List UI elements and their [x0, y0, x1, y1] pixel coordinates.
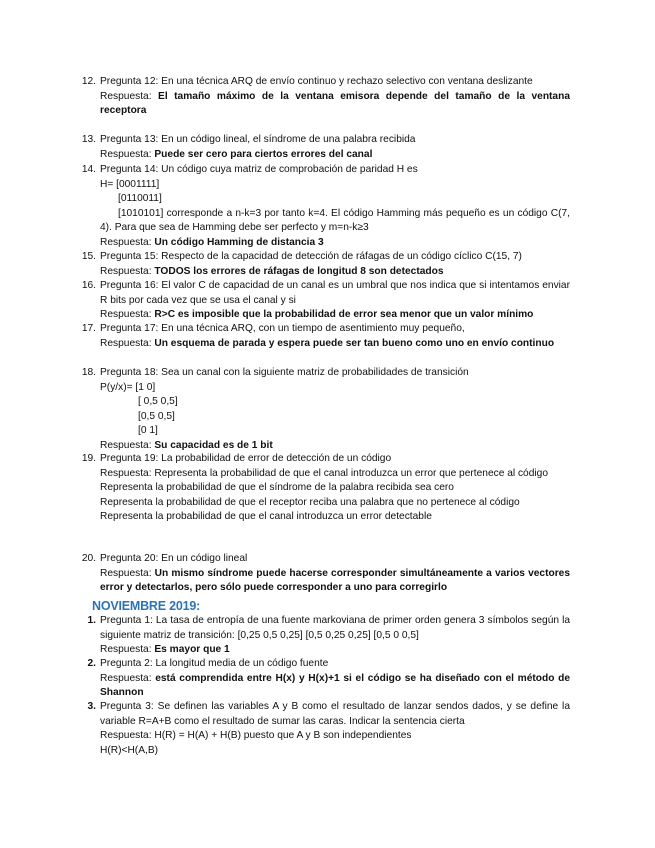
matrix-row: P(y/x)= [1 0] [100, 381, 156, 393]
answer-label: Respuesta: [100, 90, 152, 102]
matrix-row: H= [0001111] [100, 178, 160, 190]
item-number: 17. [81, 323, 96, 334]
item-number: 20. [81, 553, 96, 564]
explanation-text: [1010101] corresponde a n-k=3 por tanto k=4. El código Hamming más pequeño es un código C(7, 4). Para que sea de Hamming debe ser perfecto y m=n-k≥3 [100, 207, 570, 234]
answer-label: Respuesta: [100, 148, 152, 160]
question-18 [81, 366, 570, 454]
item-number: 3. [87, 701, 96, 712]
question-16 [81, 279, 570, 323]
answer-label: Respuesta: [100, 644, 152, 656]
item-number: 13. [81, 134, 96, 145]
question-nov-2 [87, 657, 570, 701]
answer-option: Representa la probabilidad de que el canal introduzca un error detectable [100, 511, 432, 523]
question-text: Pregunta 12: En una técnica ARQ de envío continuo y rechazo selectivo con ventana deslizante [100, 76, 533, 87]
answer-option: Respuesta: H(R) = H(A) + H(B) puesto que A y B son independientes [100, 730, 412, 742]
question-17 [81, 322, 570, 351]
item-number: 2. [87, 658, 96, 669]
item-number: 14. [81, 164, 96, 175]
item-number: 18. [81, 367, 96, 378]
question-text: Pregunta 2: La longitud media de un código fuente [100, 658, 329, 669]
matrix-row: [ 0,5 0,5] [138, 396, 178, 408]
answer-label: Respuesta: [100, 672, 152, 684]
answer-option: Respuesta: Representa la probabilidad de que el canal introduzca un error que pertenece al código [100, 467, 548, 479]
question-nov-3 [87, 700, 570, 758]
item-number: 15. [81, 251, 96, 262]
answer-label: Respuesta: [100, 337, 152, 349]
answer-text: Es mayor que 1 [154, 644, 230, 656]
item-number: 19. [81, 453, 96, 464]
answer-text: R>C es imposible que la probabilidad de error sea menor que un valor mínimo [154, 309, 534, 321]
item-number: 1. [87, 615, 96, 626]
answer-option: H(R)<H(A,B) [100, 744, 159, 756]
question-text: Pregunta 3: Se definen las variables A y B como el resultado de lanzar sendos dados, y se define la variable R=A+B como el resultado de sumar las caras. Indicar la sentencia cierta [100, 701, 570, 727]
item-number: 12. [81, 76, 96, 87]
answer-label: Respuesta: [100, 439, 152, 451]
item-number: 16. [81, 280, 96, 291]
question-20 [81, 552, 570, 596]
question-text: Pregunta 13: En un código lineal, el síndrome de una palabra recibida [100, 134, 416, 145]
question-14 [81, 163, 570, 251]
answer-text: Un esquema de parada y espera puede ser tan bueno como uno en envío continuo [154, 337, 555, 349]
answer-label: Respuesta: [100, 567, 152, 579]
question-text: Pregunta 20: En un código lineal [100, 553, 248, 564]
answer-text: TODOS los errores de ráfagas de longitud 8 son detectados [154, 265, 444, 277]
question-text: Pregunta 1: La tasa de entropía de una fuente markoviana de primer orden genera 3 símbolos según la siguiente matriz de transición: [0,25 0,5 0,25] [0,5 0,25 0,25] [0,5 0 0,5] [100, 615, 570, 641]
answer-option: Representa la probabilidad de que el receptor reciba una palabra que no pertenece al código [100, 496, 520, 508]
matrix-row: [0 1] [138, 425, 158, 437]
question-12 [81, 75, 570, 119]
matrix-row: [0,5 0,5] [138, 410, 175, 422]
question-text: Pregunta 19: La probabilidad de error de detección de un código [100, 453, 392, 464]
answer-option: Representa la probabilidad de que el síndrome de la palabra recibida sea cero [100, 482, 454, 494]
answer-label: Respuesta: [100, 309, 152, 321]
question-text: Pregunta 14: Un código cuya matriz de comprobación de paridad H es [100, 164, 418, 175]
question-text: Pregunta 16: El valor C de capacidad de un canal es un umbral que nos indica que si intentamos enviar R bits por cada vez que se usa el canal y si [100, 280, 570, 306]
answer-label: Respuesta: [100, 236, 152, 248]
matrix-row: [0110011] [118, 193, 162, 205]
question-text: Pregunta 17: En una técnica ARQ, con un tiempo de asentimiento muy pequeño, [100, 323, 465, 334]
question-15 [81, 250, 570, 279]
question-nov-1 [87, 614, 570, 658]
question-13 [81, 133, 570, 162]
answer-text: El tamaño máximo de la ventana emisora depende del tamaño de la ventana receptora [100, 90, 570, 117]
answer-text: Un código Hamming de distancia 3 [154, 236, 324, 248]
question-19 [81, 452, 570, 525]
answer-text: está comprendida entre H(x) y H(x)+1 si el código se ha diseñado con el método de Shannon [100, 672, 570, 699]
question-text: Pregunta 18: Sea un canal con la siguiente matriz de probabilidades de transición [100, 367, 469, 378]
answer-text: Puede ser cero para ciertos errores del canal [154, 148, 373, 160]
question-text: Pregunta 15: Respecto de la capacidad de detección de ráfagas de un código cíclico C(15, 7) [100, 251, 522, 262]
answer-text: Su capacidad es de 1 bit [154, 439, 273, 451]
answer-text: Un mismo síndrome puede hacerse corresponder simultáneamente a varios vectores error y detectarlos, pero sólo puede corresponder a uno para corregirlo [100, 567, 570, 594]
answer-label: Respuesta: [100, 265, 152, 277]
section-heading: NOVIEMBRE 2019: [92, 599, 201, 613]
